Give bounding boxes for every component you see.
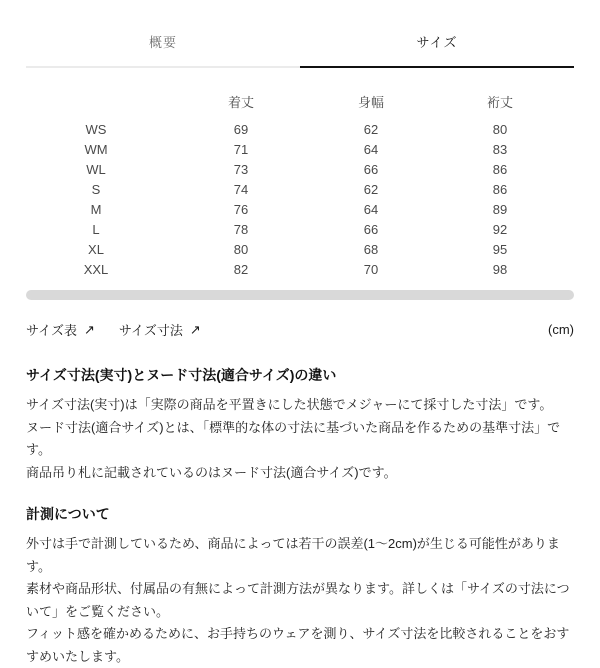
- section-measurement: [26, 504, 570, 668]
- size-dimensions-link[interactable]: [119, 320, 201, 339]
- column-header-length: 着丈: [227, 94, 254, 110]
- column-header-sleeve: 裄丈: [486, 94, 513, 110]
- cell-value: 69: [233, 121, 249, 137]
- size-label: XL: [88, 241, 104, 257]
- table-row: [26, 259, 574, 279]
- size-label: M: [90, 201, 102, 217]
- cell-value: 86: [492, 161, 508, 177]
- cell-value: 98: [492, 261, 508, 277]
- size-label: WL: [86, 161, 106, 177]
- cell-value: 62: [363, 121, 379, 137]
- tab-overview[interactable]: 概要: [26, 32, 300, 68]
- table-row: [26, 179, 574, 199]
- paragraph: サイズ寸法(実寸)は「実際の商品を平置きにした状態でメジャーにて採寸した寸法」です。: [26, 397, 553, 412]
- cell-value: 66: [363, 221, 379, 237]
- paragraph: 素材や商品形状、付属品の有無によって計測方法が異なります。詳しくは「サイズの寸法について」をご覧ください。: [26, 581, 570, 619]
- table-row: [26, 239, 574, 259]
- cell-value: 64: [363, 201, 379, 217]
- cell-value: 83: [492, 141, 508, 157]
- cell-value: 95: [492, 241, 508, 257]
- tab-size[interactable]: サイズ: [300, 32, 574, 68]
- cell-value: 74: [233, 181, 249, 197]
- cell-value: 80: [492, 121, 508, 137]
- cell-value: 78: [233, 221, 249, 237]
- size-chart-link[interactable]: [26, 320, 95, 339]
- cell-value: 70: [363, 261, 379, 277]
- table-row: [26, 139, 574, 159]
- cell-value: 68: [363, 241, 379, 257]
- tab-bar: [26, 32, 574, 68]
- cell-value: 86: [492, 181, 508, 197]
- links-row: [26, 320, 574, 339]
- column-header-width: 身幅: [357, 94, 384, 110]
- cell-value: 80: [233, 241, 249, 257]
- size-table: [26, 88, 574, 279]
- info-sections: [26, 365, 574, 668]
- size-label: L: [92, 221, 100, 237]
- size-label: WM: [84, 141, 108, 157]
- cell-value: 64: [363, 141, 379, 157]
- cell-value: 66: [363, 161, 379, 177]
- size-label: WS: [85, 121, 107, 137]
- cell-value: 73: [233, 161, 249, 177]
- cell-value: 82: [233, 261, 249, 277]
- size-chart-link-label: サイズ表: [26, 323, 77, 338]
- cell-value: 89: [492, 201, 508, 217]
- table-row: [26, 119, 574, 139]
- size-dimensions-link-label: サイズ寸法: [118, 323, 183, 338]
- cell-value: 92: [492, 221, 508, 237]
- unit-label: (cm): [548, 322, 574, 337]
- paragraph: 外寸は手で計測しているため、商品によっては若干の誤差(1～2cm)が生じる可能性があります。: [26, 536, 560, 574]
- section-size-vs-nude: [26, 365, 570, 484]
- paragraph: フィット感を確かめるために、お手持ちのウェアを測り、サイズ寸法を比較されることをおすすめいたします。: [26, 626, 570, 664]
- cell-value: 71: [233, 141, 249, 157]
- cell-value: 76: [233, 201, 249, 217]
- table-row: [26, 159, 574, 179]
- section-heading: サイズ寸法(実寸)とヌード寸法(適合サイズ)の違い: [26, 367, 337, 383]
- size-label: XXL: [83, 261, 109, 277]
- table-row: [26, 219, 574, 239]
- external-link-arrow-icon: ↗: [189, 322, 201, 337]
- cell-value: 62: [363, 181, 379, 197]
- external-link-arrow-icon: ↗: [83, 322, 95, 337]
- table-scrollbar[interactable]: [26, 290, 574, 300]
- size-table-header-row: [26, 88, 574, 114]
- table-row: [26, 199, 574, 219]
- paragraph: ヌード寸法(適合サイズ)とは、「標準的な体の寸法に基づいた商品を作るための基準寸法」です。: [26, 419, 561, 457]
- section-heading: 計測について: [26, 506, 110, 522]
- size-label: S: [91, 181, 101, 197]
- paragraph: 商品吊り札に記載されているのはヌード寸法(適合サイズ)です。: [26, 464, 397, 480]
